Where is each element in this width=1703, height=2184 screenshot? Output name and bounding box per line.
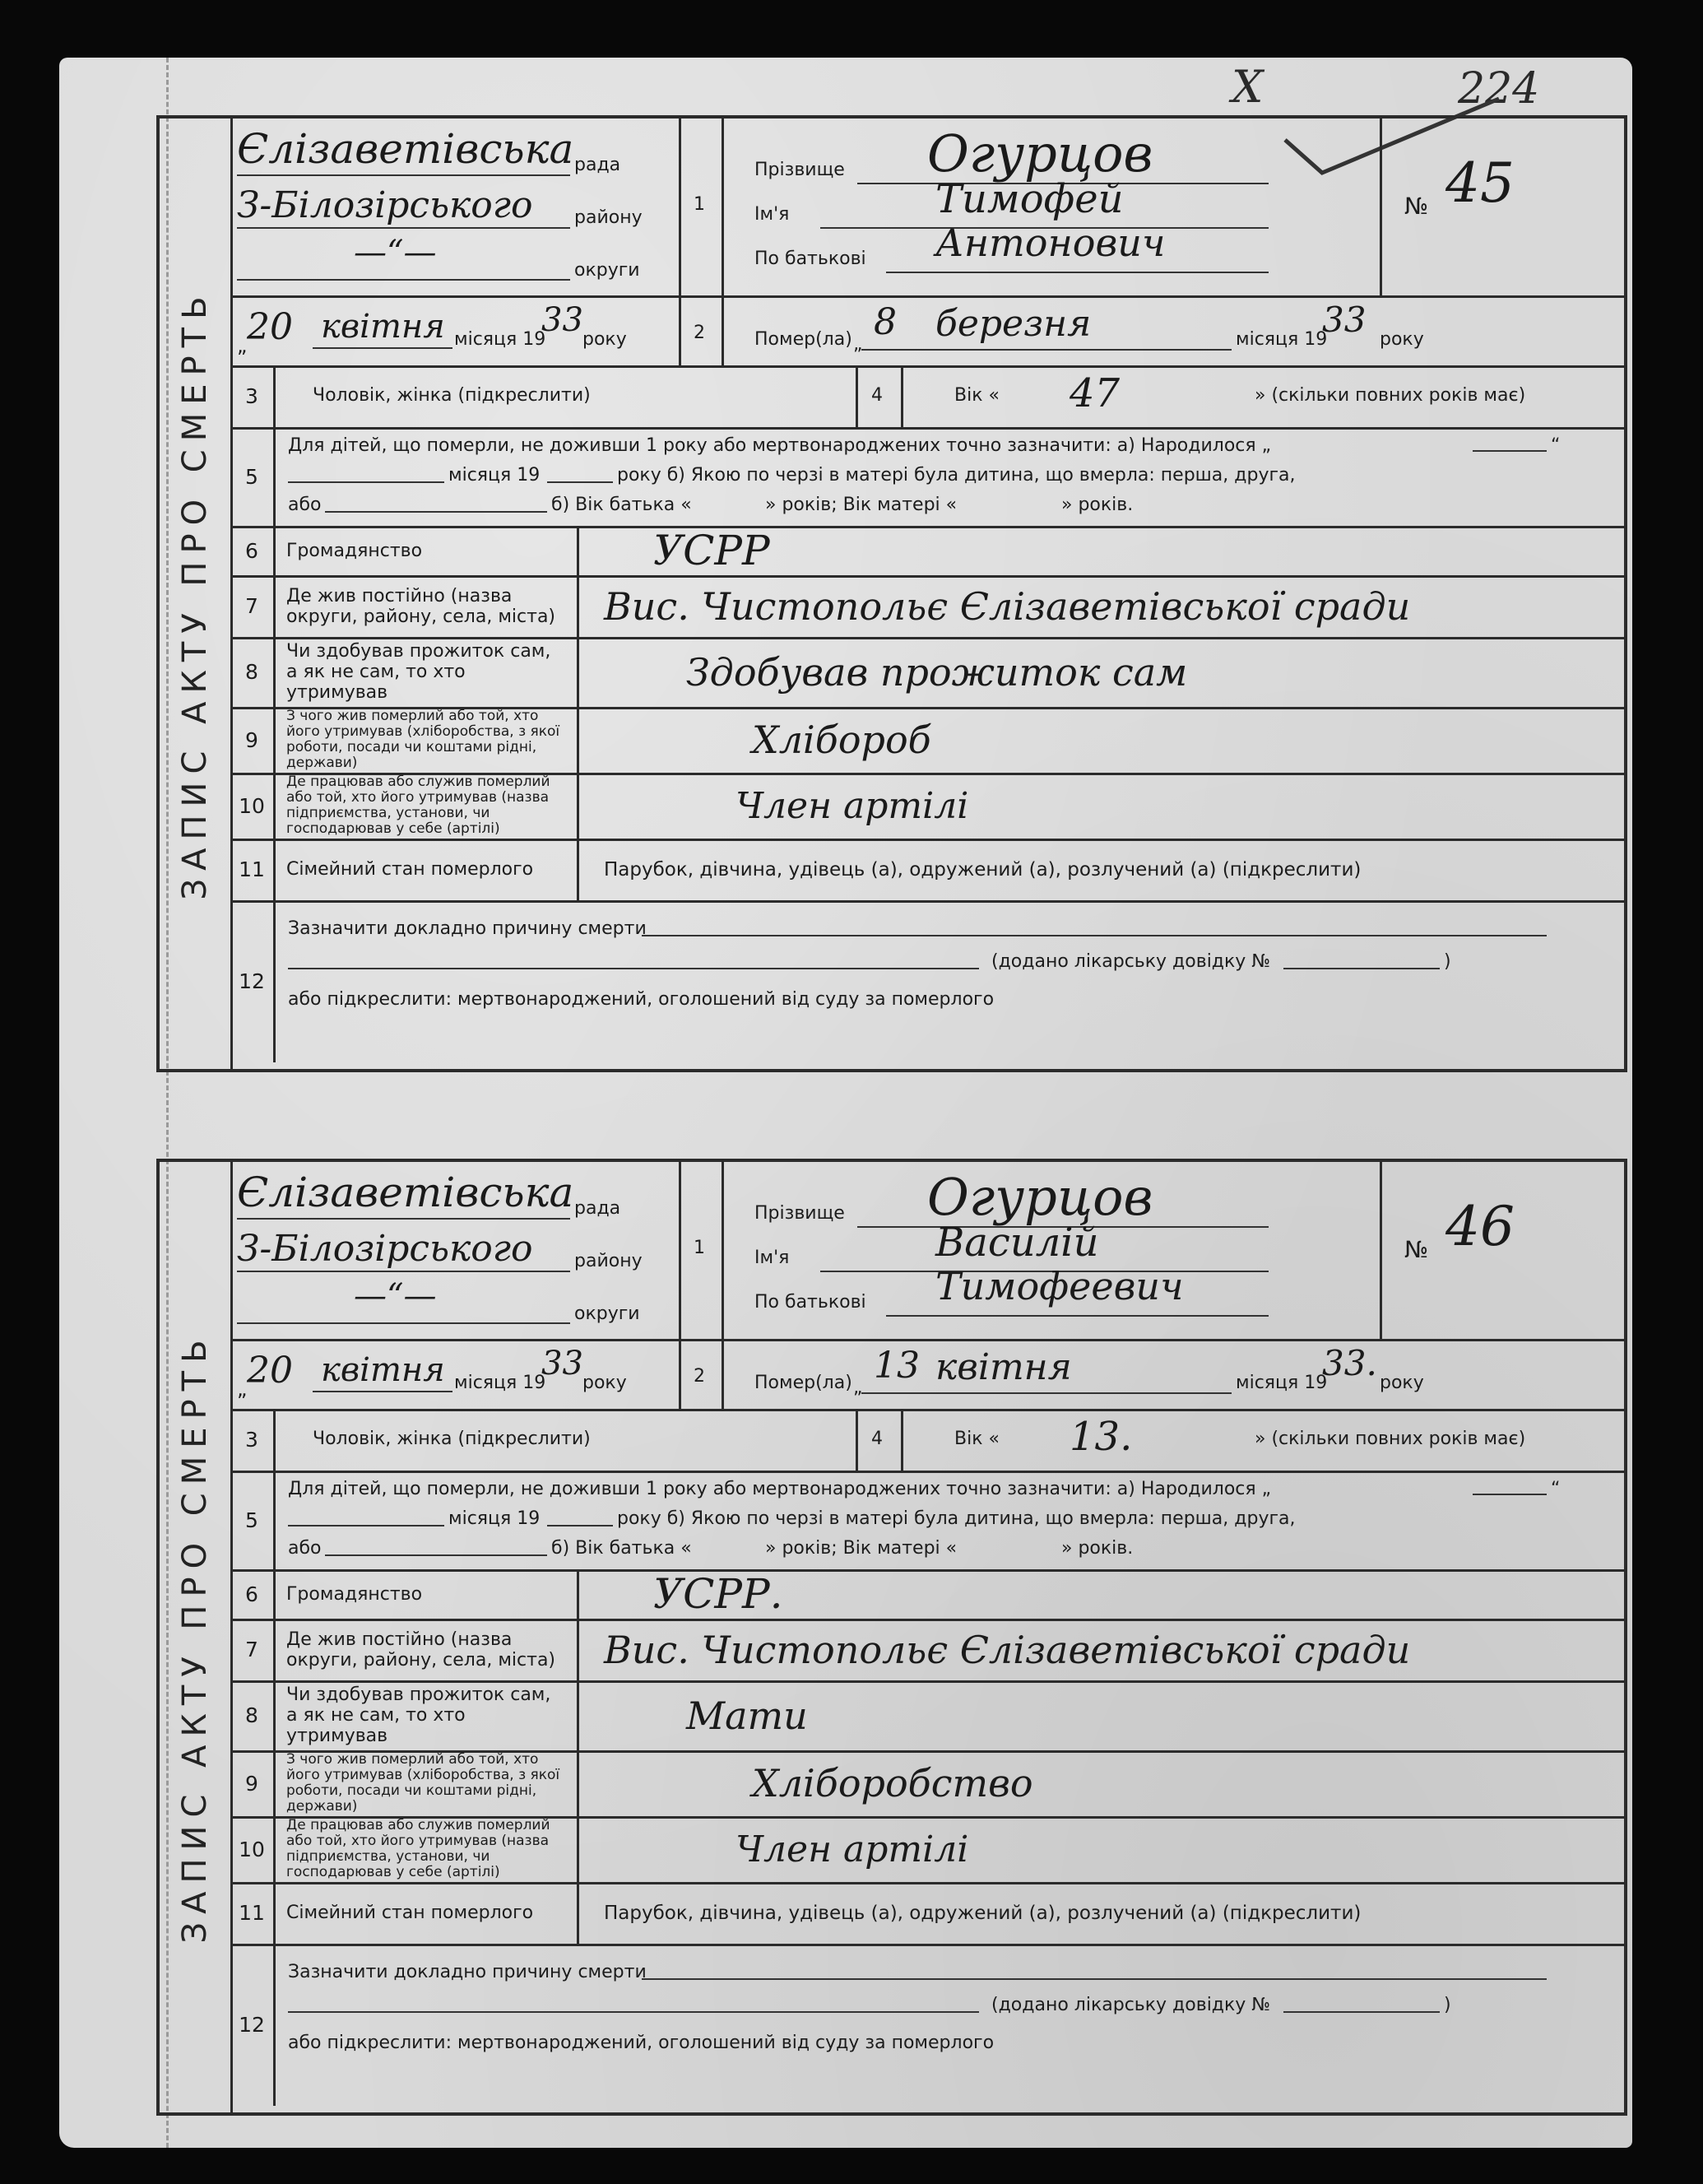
row-num-2: 2 <box>694 1366 705 1387</box>
row-num-1: 1 <box>694 1238 705 1258</box>
header-num-col <box>679 118 724 365</box>
row-num-4: 4 <box>871 1429 883 1449</box>
row-livelihood <box>230 1680 1624 1753</box>
death-month: березня <box>935 303 1092 345</box>
row-num-11: 11 <box>230 839 276 900</box>
source-label: З чого жив померлий або той, хто його утримував (хліборобства, з якої роботи, посади чи коштами рідні, держави) <box>273 1750 579 1816</box>
age-suffix: » (скільки повних років має) <box>1255 1429 1526 1449</box>
children-month-word: місяця 19 <box>448 1508 541 1529</box>
record-body <box>230 1162 1624 2112</box>
citizenship-label: Громадянство <box>273 1569 579 1619</box>
reg-month-word: місяця 19 <box>454 329 546 350</box>
cause-label: Зазначити докладно причину смерти <box>288 1962 647 1982</box>
row-num-8: 8 <box>230 637 276 707</box>
row-num-5: 5 <box>230 427 276 526</box>
row-num-11: 11 <box>230 1882 276 1944</box>
row-marital <box>230 1882 1624 1946</box>
children-line-2: року б) Якою по черзі в матері була дитина, що вмерла: перша, друга, <box>617 1508 1296 1529</box>
row-source <box>230 1750 1624 1819</box>
record-body <box>230 118 1624 1069</box>
raion-value: З-Білозірського <box>237 1228 533 1270</box>
corner-mark: X <box>1232 61 1264 113</box>
children-mother-age: » років; Вік матері « <box>765 495 958 515</box>
marital-label: Сімейний стан померлого <box>273 839 579 900</box>
citizenship-value: УСРР <box>653 527 770 574</box>
record-header <box>230 1162 1624 1411</box>
patronymic-label: По батькові <box>754 249 866 269</box>
row-num-7: 7 <box>230 1619 276 1680</box>
livelihood-label: Чи здобував прожиток сам, а як не сам, то хто утримував <box>273 637 579 707</box>
row-num-10: 10 <box>230 1816 276 1882</box>
death-day: 8 <box>874 301 897 343</box>
row-num-2: 2 <box>694 323 705 343</box>
age-label: Вік « <box>954 385 1000 406</box>
cause-close: ) <box>1444 951 1451 972</box>
sex-label: Чоловік, жінка (підкреслити) <box>313 1429 591 1449</box>
residence-value: Вис. Чистопольє Єлізаветівської сради <box>604 583 1411 629</box>
residence-label: Де жив постійно (назва округи, району, села, міста) <box>273 575 579 637</box>
record-number: 46 <box>1445 1195 1515 1258</box>
row-num-3: 3 <box>230 365 276 427</box>
died-label: Помер(ла) <box>754 1373 852 1393</box>
children-or-word: або <box>288 1538 322 1559</box>
row-cause <box>230 1944 1624 2106</box>
row-num-4: 4 <box>871 385 883 406</box>
reg-year: 33 <box>541 1345 583 1382</box>
row-sex-age <box>230 1409 1624 1473</box>
record-side-title <box>160 1162 233 2112</box>
citizenship-value: УСРР. <box>653 1570 783 1618</box>
okruha-value: —“— <box>354 1277 437 1315</box>
children-line-2: року б) Якою по черзі в матері була дитина, що вмерла: перша, друга, <box>617 465 1296 486</box>
cause-close: ) <box>1444 1995 1451 2015</box>
name-value: Василій <box>935 1220 1099 1266</box>
work-label: Де працював або служив померлий або той, хто його утримував (назва підприємства, установи, чи господарював у себе (артілі) <box>273 1816 579 1882</box>
row-cause <box>230 900 1624 1062</box>
children-father-age: б) Вік батька « <box>551 1538 692 1559</box>
cause-alternative: або підкреслити: мертвонароджений, оголошений від суду за померлого <box>288 2033 995 2053</box>
death-year: 33 <box>1322 300 1367 340</box>
row-num-7: 7 <box>230 575 276 637</box>
death-record-45 <box>156 115 1627 1072</box>
registry-block: Єлізаветівська рада З-Білозірського району —“— округи „ 20 квітня місяця 19 33 року <box>230 118 681 365</box>
no-label: № <box>1404 1236 1429 1263</box>
surname-value: Огурцов <box>927 1167 1153 1227</box>
livelihood-value: Здобував прожиток сам <box>686 649 1188 695</box>
cause-label: Зазначити докладно причину смерти <box>288 918 647 939</box>
okruha-value: —“— <box>354 234 437 272</box>
reg-day: 20 <box>247 306 293 348</box>
patronymic-value: Тимофеевич <box>935 1264 1184 1308</box>
row-num-9: 9 <box>230 707 276 773</box>
row-num-12: 12 <box>230 900 276 1062</box>
children-years-word: » років. <box>1061 1538 1134 1559</box>
row-livelihood <box>230 637 1624 709</box>
okruha-word: округи <box>574 1303 640 1324</box>
death-year: 33. <box>1322 1343 1377 1383</box>
sex-label: Чоловік, жінка (підкреслити) <box>313 385 591 406</box>
source-value: Хлібороб <box>752 718 931 762</box>
name-label: Ім'я <box>754 1248 790 1268</box>
marital-options: Парубок, дівчина, удівець (а), одружений (а), розлучений (а) (підкреслити) <box>604 858 1362 881</box>
children-years-word: » років. <box>1061 495 1134 515</box>
patronymic-label: По батькові <box>754 1292 866 1313</box>
okruha-word: округи <box>574 260 640 281</box>
surname-label: Прізвище <box>754 1203 845 1224</box>
record-side-title <box>160 118 233 1069</box>
work-label: Де працював або служив померлий або той, хто його утримував (назва підприємства, установи, чи господарював у себе (артілі) <box>273 773 579 839</box>
age-suffix: » (скільки повних років має) <box>1255 385 1526 406</box>
died-label: Помер(ла) <box>754 329 852 350</box>
death-record-46 <box>156 1159 1627 2116</box>
rada-word: рада <box>574 155 621 175</box>
row-work <box>230 773 1624 841</box>
person-block: Прізвище Огурцов Ім'я Тимофей По батькові Антонович № 45 Помер(ла) „ 8 березня місяця 19 33 року <box>722 118 1624 365</box>
raion-value: З-Білозірського <box>237 184 533 226</box>
reg-year-word: року <box>582 1373 627 1393</box>
row-citizenship <box>230 526 1624 578</box>
reg-month: квітня <box>321 308 445 346</box>
row-children: 5 Для дітей, що померли, не доживши 1 року або мертвонароджених точно зазначити: а) Народилося „ “ місяця 19 року б) Якою по черзі в матері була дитина, що вмерла: перша, друга, або б) Вік батька « » років; Вік матері « » років. <box>230 1471 1624 1572</box>
death-month-word: місяця 19 <box>1236 1373 1328 1393</box>
row-num-12: 12 <box>230 1944 276 2106</box>
livelihood-value: Мати <box>686 1693 808 1738</box>
cause-note: (додано лікарську довідку № <box>991 1995 1271 2015</box>
row-num-6: 6 <box>230 1569 276 1619</box>
raion-word: району <box>574 207 643 228</box>
row-num-10: 10 <box>230 773 276 839</box>
row-num-8: 8 <box>230 1680 276 1750</box>
death-year-word: року <box>1380 329 1424 350</box>
children-line-1: Для дітей, що померли, не доживши 1 року або мертвонароджених точно зазначити: а) Народилося „ <box>288 1479 1272 1499</box>
source-value: Хліборобство <box>752 1761 1033 1805</box>
side-title-text: ЗАПИС АКТУ ПРО СМЕРТЬ <box>176 1331 214 1944</box>
raion-word: району <box>574 1251 643 1271</box>
children-month-word: місяця 19 <box>448 465 541 486</box>
citizenship-label: Громадянство <box>273 526 579 575</box>
children-or-word: або <box>288 495 322 515</box>
children-mother-age: » років; Вік матері « <box>765 1538 958 1559</box>
age-label: Вік « <box>954 1429 1000 1449</box>
rada-word: рада <box>574 1198 621 1219</box>
header-num-col <box>679 1162 724 1409</box>
age-value: 47 <box>1070 370 1121 416</box>
reg-day: 20 <box>247 1350 293 1392</box>
side-title-text: ЗАПИС АКТУ ПРО СМЕРТЬ <box>176 287 214 900</box>
surname-value: Огурцов <box>927 123 1153 184</box>
reg-month: квітня <box>321 1351 445 1389</box>
age-value: 13. <box>1070 1414 1133 1460</box>
row-num-6: 6 <box>230 526 276 575</box>
death-day: 13 <box>874 1345 920 1387</box>
binding-edge <box>59 58 169 2148</box>
surname-label: Прізвище <box>754 160 845 180</box>
record-number: 45 <box>1445 151 1515 215</box>
record-header <box>230 118 1624 368</box>
rada-value: Єлізаветівська <box>237 125 574 173</box>
row-num-9: 9 <box>230 1750 276 1816</box>
residence-value: Вис. Чистопольє Єлізаветівської сради <box>604 1627 1411 1672</box>
rada-value: Єлізаветівська <box>237 1169 574 1216</box>
work-value: Член артілі <box>735 784 969 827</box>
row-children: 5 Для дітей, що померли, не доживши 1 року або мертвонароджених точно зазначити: а) Народилося „ “ місяця 19 року б) Якою по черзі в матері була дитина, що вмерла: перша, друга, або б) Вік батька « » років; Вік матері « » років. <box>230 427 1624 528</box>
registry-block: Єлізаветівська рада З-Білозірського району —“— округи „ 20 квітня місяця 19 33 року <box>230 1162 681 1409</box>
reg-year: 33 <box>541 301 583 339</box>
death-month-word: місяця 19 <box>1236 329 1328 350</box>
row-num-5: 5 <box>230 1471 276 1569</box>
row-residence <box>230 575 1624 639</box>
name-label: Ім'я <box>754 204 790 225</box>
name-value: Тимофей <box>935 176 1124 222</box>
row-marital <box>230 839 1624 903</box>
death-month: квітня <box>935 1346 1072 1388</box>
row-residence <box>230 1619 1624 1683</box>
marital-options: Парубок, дівчина, удівець (а), одружений (а), розлучений (а) (підкреслити) <box>604 1902 1362 1924</box>
livelihood-label: Чи здобував прожиток сам, а як не сам, то хто утримував <box>273 1680 579 1750</box>
row-source <box>230 707 1624 775</box>
row-sex-age <box>230 365 1624 430</box>
work-value: Член артілі <box>735 1828 969 1870</box>
patronymic-value: Антонович <box>935 221 1166 265</box>
page-number: 224 <box>1458 64 1540 114</box>
cause-alternative: або підкреслити: мертвонароджений, оголошений від суду за померлого <box>288 989 995 1010</box>
no-label: № <box>1404 193 1429 220</box>
person-block: Прізвище Огурцов Ім'я Василій По батькові Тимофеевич № 46 Помер(ла) „ 13 квітня місяця 19 33. року <box>722 1162 1624 1409</box>
row-num-1: 1 <box>694 194 705 215</box>
row-work <box>230 1816 1624 1884</box>
cause-note: (додано лікарську довідку № <box>991 951 1271 972</box>
marital-label: Сімейний стан померлого <box>273 1882 579 1944</box>
reg-month-word: місяця 19 <box>454 1373 546 1393</box>
reg-year-word: року <box>582 329 627 350</box>
row-num-3: 3 <box>230 1409 276 1471</box>
death-year-word: року <box>1380 1373 1424 1393</box>
children-father-age: б) Вік батька « <box>551 495 692 515</box>
source-label: З чого жив померлий або той, хто його утримував (хліборобства, з якої роботи, посади чи коштами рідні, держави) <box>273 707 579 773</box>
residence-label: Де жив постійно (назва округи, району, села, міста) <box>273 1619 579 1680</box>
children-line-1: Для дітей, що померли, не доживши 1 року або мертвонароджених точно зазначити: а) Народилося „ <box>288 435 1272 456</box>
row-citizenship <box>230 1569 1624 1621</box>
